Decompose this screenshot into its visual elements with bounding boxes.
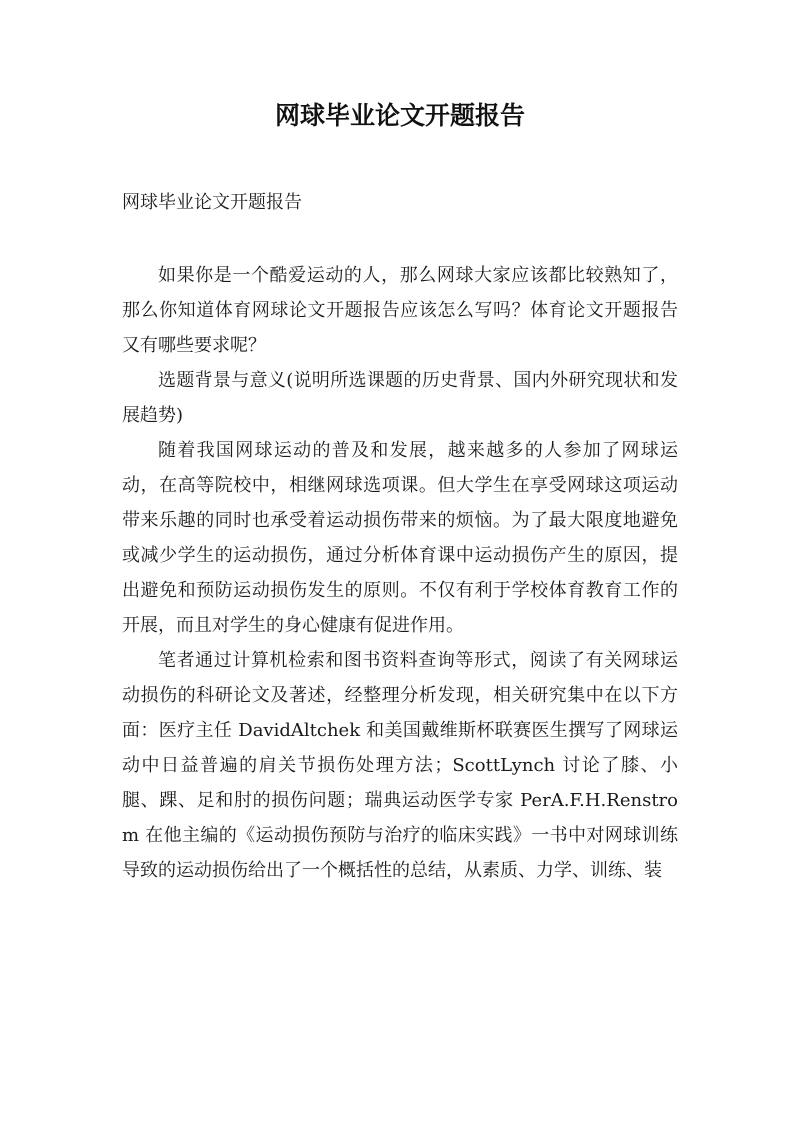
paragraph-background: 随着我国网球运动的普及和发展，越来越多的人参加了网球运动，在高等院校中，相继网球选项课。但大学生在享受网球这项运动带来乐趣的同时也承受着运动损伤带来的烦恼。为了最大限度地避免或减少学生的运动损伤，通过分析体育课中运动损伤产生的原因，提出避免和预防运动损伤发生的原则。不仅有利于学校体育教育工作的开展，而且对学生的身心健康有促进作用。	[122, 440, 678, 636]
paragraph-intro: 如果你是一个酷爱运动的人，那么网球大家应该都比较熟知了，那么你知道体育网球论文开题报告应该怎么写吗？体育论文开题报告又有哪些要求呢？	[122, 265, 678, 356]
paragraph-background-heading: 选题背景与意义(说明所选课题的历史背景、国内外研究现状和发展趋势)	[122, 370, 678, 426]
document-title: 网球毕业论文开题报告	[274, 101, 525, 130]
document-body	[122, 258, 678, 888]
document-subtitle: 网球毕业论文开题报告	[122, 192, 302, 213]
paragraph-literature: 笔者通过计算机检索和图书资料查询等形式，阅读了有关网球运动损伤的科研论文及著述，经整理分析发现，相关研究集中在以下方面：医疗主任 DavidAltchek 和美国戴维斯杯联赛医生撰写了网球运动中日益普遍的肩关节损伤处理方法；ScottLynch 讨论了膝、小腿、踝、足和肘的损伤问题；瑞典运动医学专家 PerA.F.H.Renstrom 在他主编的《运动损伤预防与治疗的临床实践》一书中对网球训练导致的运动损伤给出了一个概括性的总结，从素质、力学、训练、装	[122, 650, 678, 881]
